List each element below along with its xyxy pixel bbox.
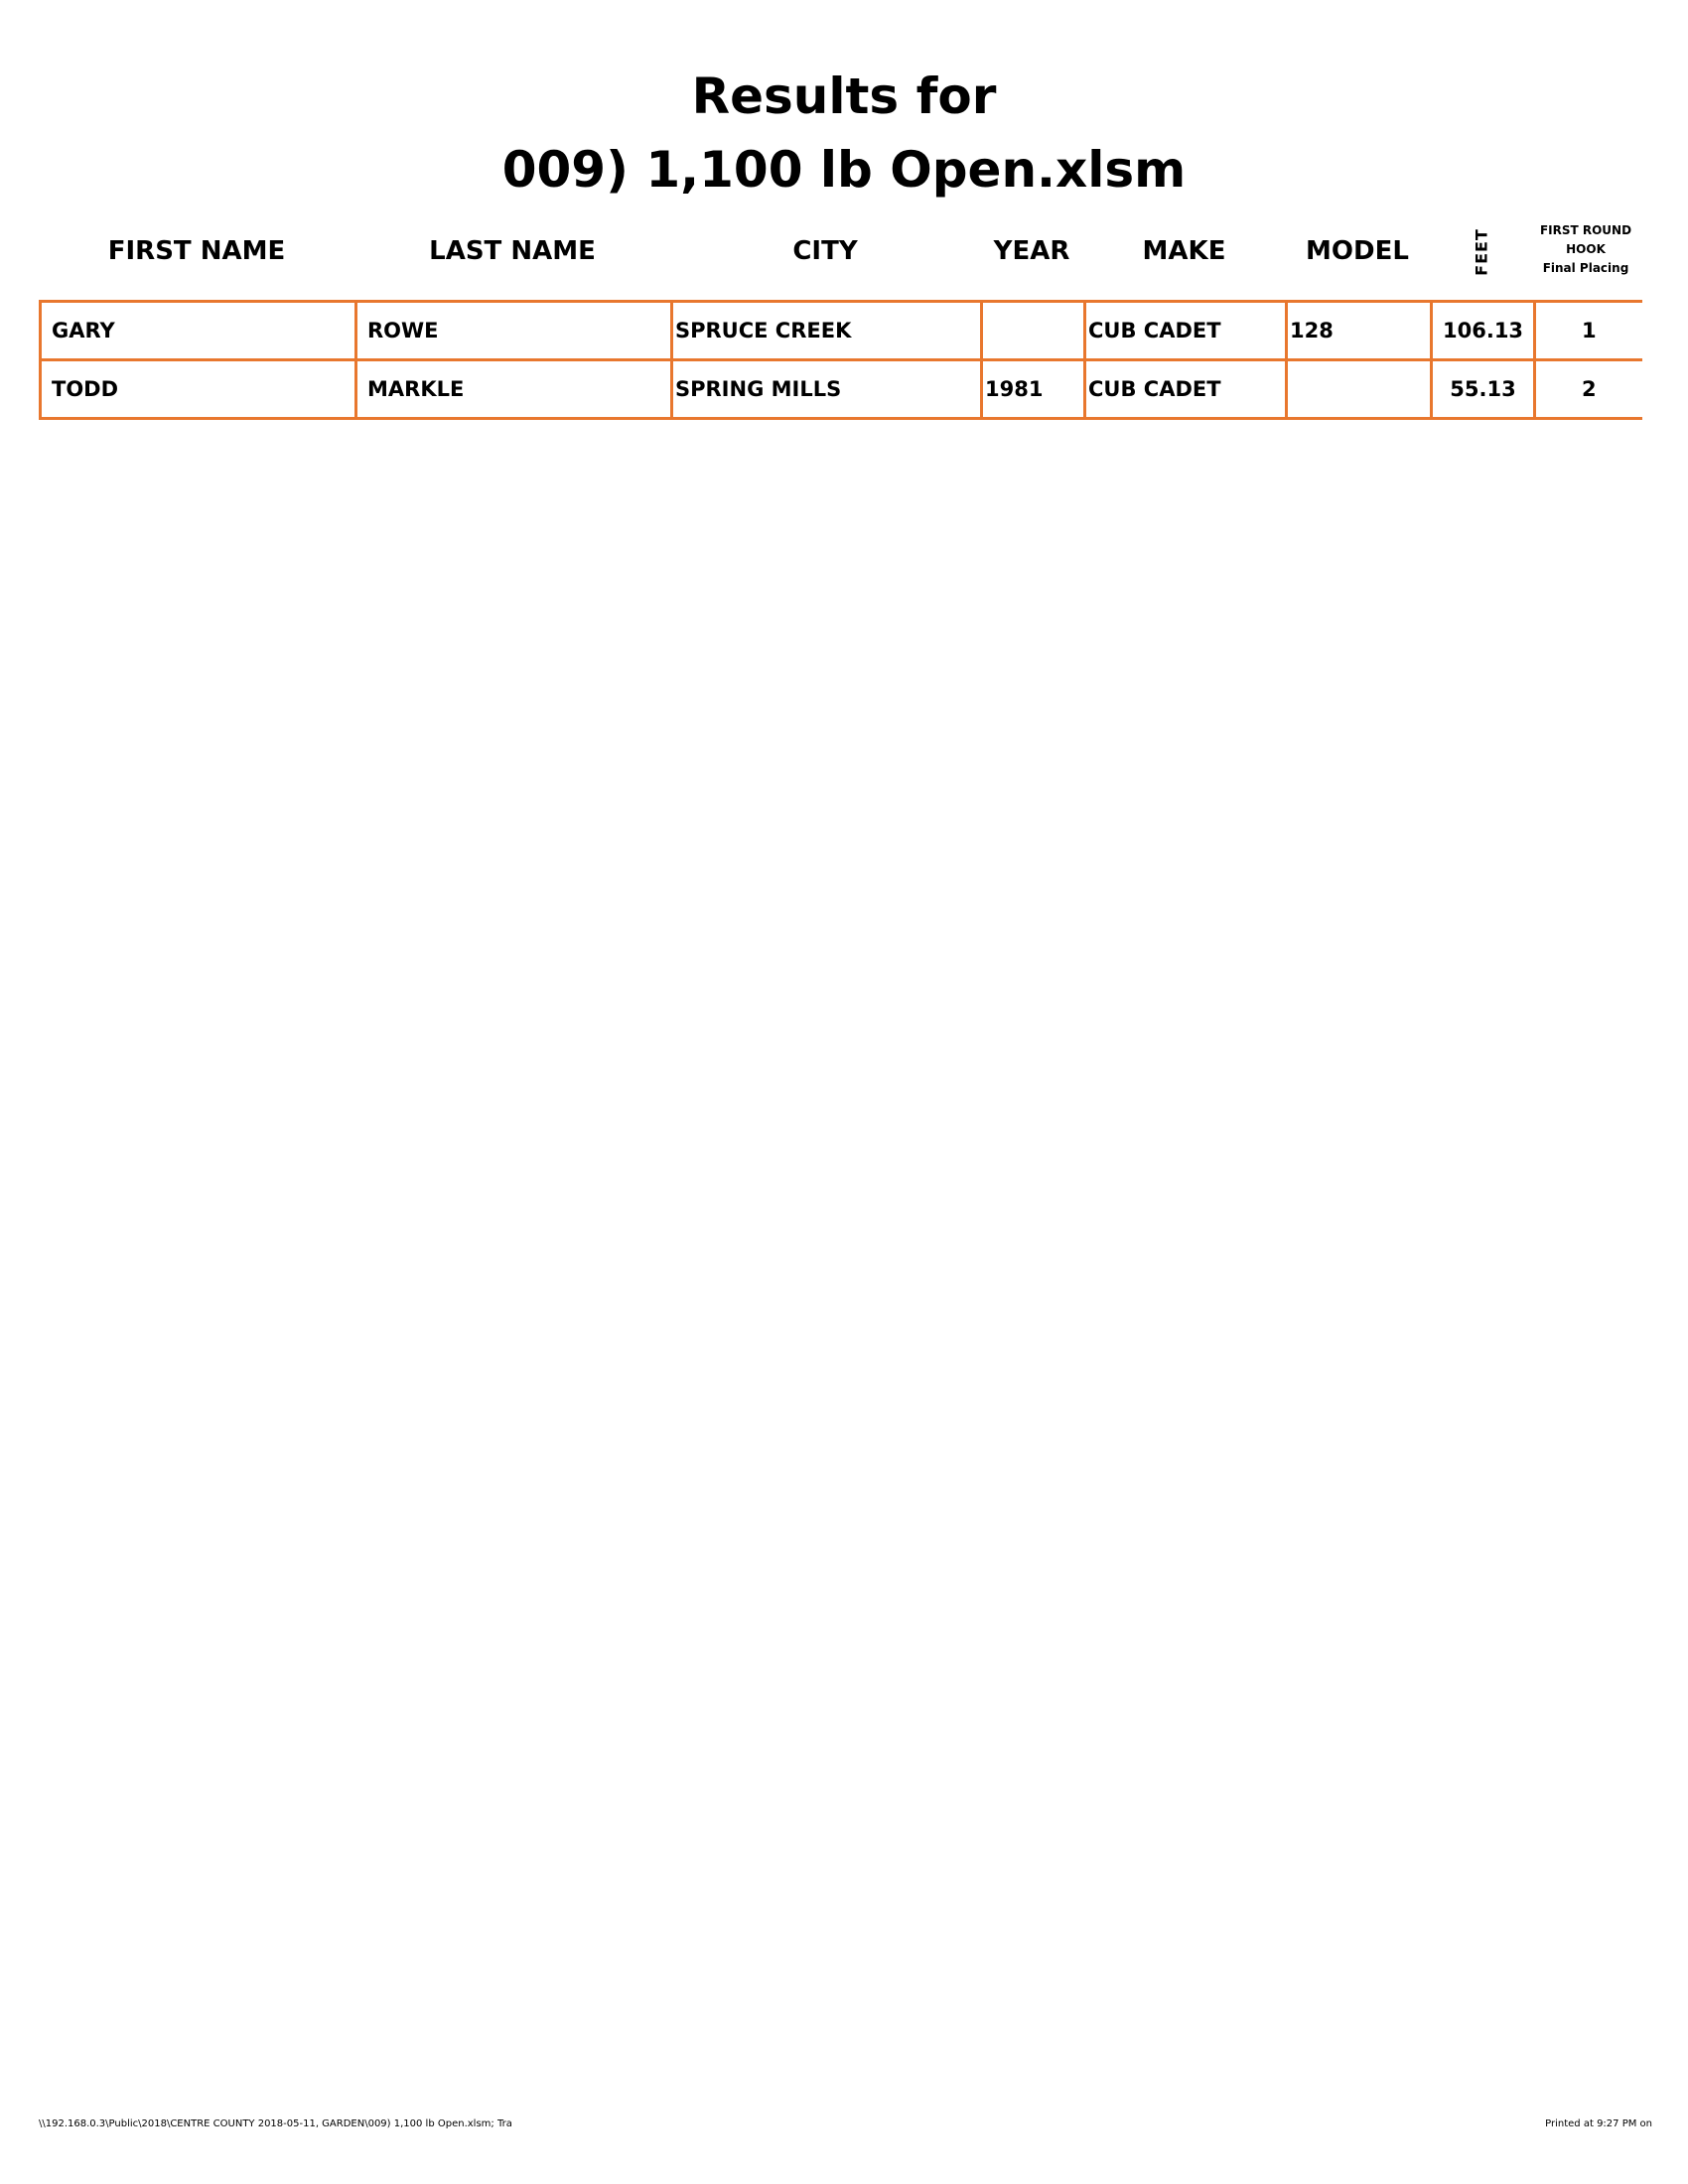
footer-file-path: \\192.168.0.3\Public\2018\CENTRE COUNTY 2018-05-11, GARDEN\009) 1,100 lb Open.xlsm; Tra	[39, 2118, 512, 2129]
column-header-hook	[1533, 221, 1638, 278]
cell-city: SPRING MILLS	[672, 360, 982, 419]
page-title-line-1: Results for	[691, 68, 997, 125]
column-header-model: MODEL	[1306, 236, 1409, 266]
column-header-city: CITY	[792, 236, 858, 266]
table-row	[41, 360, 1642, 419]
table-row	[41, 302, 1642, 360]
cell-last-name: MARKLE	[356, 360, 672, 419]
cell-first-name: GARY	[41, 302, 356, 360]
cell-placing: 1	[1535, 302, 1642, 360]
column-header-first-name: FIRST NAME	[107, 236, 286, 266]
cell-year	[982, 302, 1085, 360]
cell-feet: 106.13	[1432, 302, 1535, 360]
column-header-make: MAKE	[1142, 236, 1226, 266]
cell-year: 1981	[982, 360, 1085, 419]
cell-placing: 2	[1535, 360, 1642, 419]
footer-printed-time: Printed at 9:27 PM on	[1545, 2118, 1652, 2129]
cell-model	[1287, 360, 1432, 419]
column-header-hook-line-3: Final Placing	[1542, 261, 1629, 275]
column-header-year: YEAR	[993, 236, 1070, 266]
cell-make: CUB CADET	[1085, 302, 1287, 360]
page-title-line-2: 009) 1,100 lb Open.xlsm	[501, 141, 1187, 199]
cell-model: 128	[1287, 302, 1432, 360]
column-header-last-name: LAST NAME	[429, 236, 596, 266]
column-header-feet	[1430, 224, 1533, 280]
cell-last-name: ROWE	[356, 302, 672, 360]
column-header-hook-line-1: FIRST ROUND	[1539, 223, 1632, 237]
cell-make: CUB CADET	[1085, 360, 1287, 419]
results-table	[39, 300, 1642, 420]
cell-feet: 55.13	[1432, 360, 1535, 419]
column-header-hook-line-2: HOOK	[1566, 242, 1606, 256]
cell-first-name: TODD	[41, 360, 356, 419]
cell-city: SPRUCE CREEK	[672, 302, 982, 360]
column-header-feet-label: FEET	[1472, 228, 1491, 276]
